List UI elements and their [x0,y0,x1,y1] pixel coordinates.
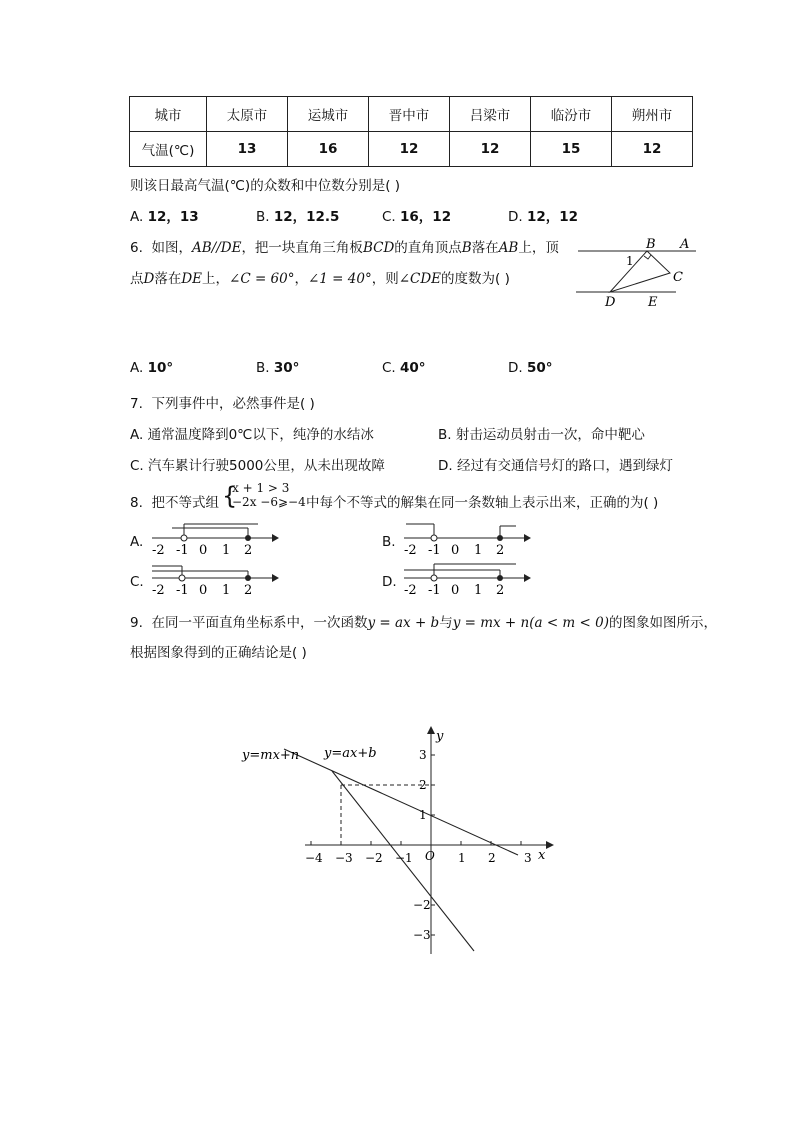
y-tick-label: −2 [413,898,431,912]
q7-stem: 7. 下列事件中，必然事件是( ) [130,396,315,412]
label-a: A [680,237,690,252]
svg-text:2: 2 [496,543,505,558]
q7-option-a[interactable]: A. 通常温度降到0℃以下，纯净的水结冰 [130,427,374,443]
temperature-table [129,96,693,167]
q8-stem-b: 中每个不等式的解集在同一条数轴上表示出来，正确的为( ) [306,495,659,511]
q9-line1: 9. 在同一平面直角坐标系中，一次函数y = ax + b与y = mx + n(a < m < 0)的图象如图所示， [130,615,717,631]
table-cell: 朔州市 [612,97,693,132]
y-tick-label: 2 [419,778,427,792]
svg-text:0: 0 [451,543,460,558]
table-cell: 吕梁市 [450,97,531,132]
number-line-b [400,518,532,558]
svg-text:1: 1 [474,583,483,598]
x-axis-arrow [546,841,554,849]
table-cell: 12 [369,132,450,167]
label-c: C [673,270,683,285]
q6-option-d[interactable]: D. 50° [508,360,553,376]
svg-text:-1: -1 [176,583,189,598]
table-row [130,132,693,167]
svg-text:-2: -2 [404,583,417,598]
table-cell: 13 [207,132,288,167]
y-tick-label: 3 [419,748,427,762]
x-tick-label: 3 [524,851,532,865]
brace: { [222,482,238,510]
table-cell: 气温(℃) [130,132,207,167]
q5-option-c[interactable]: C. 16，12 [382,209,452,225]
x-tick-label: 1 [458,851,466,865]
x-tick-label: −3 [335,851,353,865]
q7-option-d[interactable]: D. 经过有交通信号灯的路口，遇到绿灯 [438,458,673,474]
svg-text:2: 2 [244,583,253,598]
svg-text:0: 0 [451,583,460,598]
table-cell: 城市 [130,97,207,132]
svg-text:1: 1 [222,583,231,598]
q5-stem: 则该日最高气温(℃)的众数和中位数分别是( ) [130,178,401,194]
q5-option-d[interactable]: D. 12，12 [508,209,579,225]
svg-text:1: 1 [222,543,231,558]
inequality-2: −2x −6⩾−4 [232,495,306,509]
table-cell: 太原市 [207,97,288,132]
table-cell: 临汾市 [531,97,612,132]
inequality-1: x + 1 > 3 [232,481,290,495]
svg-text:-1: -1 [428,543,441,558]
q6-option-c[interactable]: C. 40° [382,360,426,376]
svg-text:2: 2 [244,543,253,558]
question-number: 8. [130,495,143,511]
label-e: E [648,295,658,310]
table-cell: 晋中市 [369,97,450,132]
q6-option-a[interactable]: A. 10° [130,360,174,376]
number-line-c [148,558,280,598]
inequality-system [232,481,306,509]
svg-text:0: 0 [199,583,208,598]
q6-line2: 点D落在DE上，∠C = 60°，∠1 = 40°，则∠CDE的度数为( ) [130,271,510,287]
x-tick-label: −1 [395,851,413,865]
table-cell: 运城市 [288,97,369,132]
label-y-ax-b: y=ax+b [324,746,377,761]
svg-text:-2: -2 [404,543,417,558]
table-cell: 12 [612,132,693,167]
x-axis-label: x [538,848,546,863]
y-axis-label: y [436,729,444,744]
label-d: D [605,295,616,310]
svg-text:2: 2 [496,583,505,598]
q8-option-b[interactable]: B. [382,534,396,550]
y-tick-label: −3 [413,928,431,942]
svg-text:-2: -2 [152,583,165,598]
q8-option-c[interactable]: C. [130,574,144,590]
triangle-bcd [610,251,670,292]
question-number: 7. [130,396,143,412]
svg-text:-1: -1 [176,543,189,558]
q9-line2: 根据图象得到的正确结论是( ) [130,645,307,661]
q8-option-a[interactable]: A. [130,534,144,550]
line-mx-n [284,749,518,855]
table-header-row [130,97,693,132]
table-cell: 16 [288,132,369,167]
y-tick-label: 1 [419,808,427,822]
label-angle-1: 1 [626,254,634,268]
y-axis-arrow [427,726,435,734]
svg-text:-1: -1 [428,583,441,598]
number-line-d [400,558,532,598]
q8-stem-a: 8. 把不等式组 [130,495,219,511]
q5-option-a[interactable]: A. 12，13 [130,209,199,225]
label-b: B [646,237,656,252]
q5-option-b[interactable]: B. 12，12.5 [256,209,340,225]
q7-option-b[interactable]: B. 射击运动员射击一次，命中靶心 [438,427,645,443]
question-number: 6. [130,240,143,256]
x-tick-label: 2 [488,851,496,865]
right-angle-mark [644,255,651,259]
q8-option-d[interactable]: D. [382,574,397,590]
q6-line1: 6. 如图，AB//DE，把一块直角三角板BCD的直角顶点B落在AB上，顶 [130,240,559,256]
svg-text:-2: -2 [152,543,165,558]
svg-text:0: 0 [199,543,208,558]
q9-graph [230,720,560,960]
number-line-a [148,518,280,558]
origin-label: O [425,849,435,863]
q6-option-b[interactable]: B. 30° [256,360,300,376]
label-y-mx-n: y=mx+n [242,748,300,763]
svg-text:1: 1 [474,543,483,558]
q6-figure [570,232,700,312]
x-tick-label: −2 [365,851,383,865]
x-tick-label: −4 [305,851,323,865]
table-cell: 15 [531,132,612,167]
table-cell: 12 [450,132,531,167]
question-number: 9. [130,615,143,631]
q7-option-c[interactable]: C. 汽车累计行驶5000公里，从未出现故障 [130,458,385,474]
